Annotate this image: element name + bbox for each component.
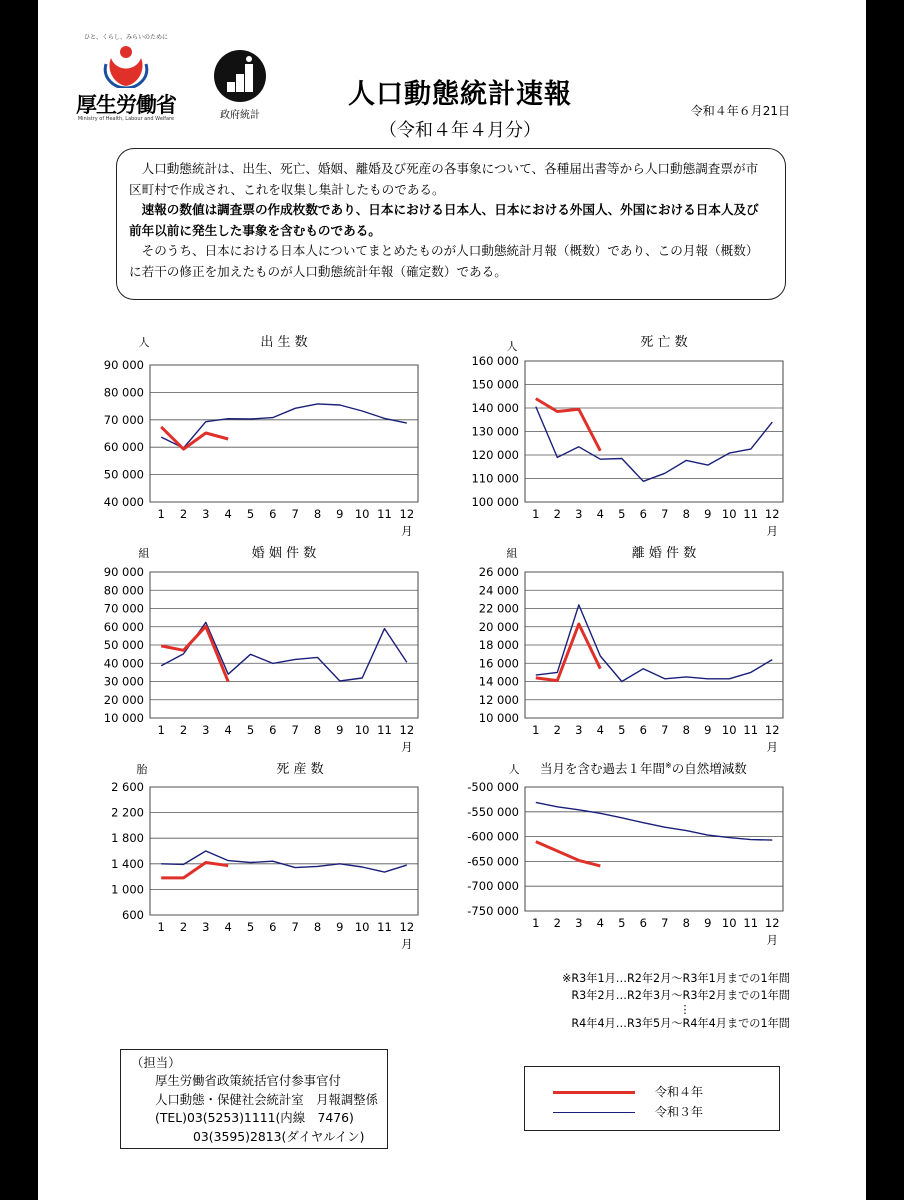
mhlw-tagline: ひと、くらし、みらいのために (83, 34, 168, 41)
natural_change-xtick-label: 2 (553, 916, 561, 930)
deaths-ytick-label: 120 000 (471, 448, 519, 462)
footnote-line-1: ※R3年1月…R2年2月～R3年1月までの1年間 (562, 972, 790, 985)
stillbirths-title: 死 産 数 (276, 762, 324, 777)
natural_change-xtick-label: 12 (764, 916, 780, 930)
marriages-title: 婚 姻 件 数 (251, 546, 317, 561)
marriages-y-unit: 組 (138, 547, 150, 560)
marriages-xtick-label: 12 (399, 723, 415, 737)
marriages-xtick-label: 2 (179, 723, 188, 737)
footnote (500, 970, 790, 1032)
stillbirths-plot-area (150, 787, 418, 915)
births-title: 出 生 数 (260, 335, 308, 350)
divorces-ytick-label: 12 000 (478, 692, 519, 707)
mhlw-name: 厚生労働省 (76, 93, 176, 117)
legend-swatch-r3 (553, 1112, 635, 1113)
deaths-xtick-label: 2 (553, 507, 561, 521)
natural_change-xtick-label: 11 (743, 916, 759, 930)
page-subtitle: （令和４年４月分） (379, 120, 541, 141)
contact-heading: （担当） (131, 1055, 181, 1070)
divorces-xtick-label: 4 (596, 723, 604, 737)
stillbirths-ytick-label: 1 800 (111, 831, 144, 846)
births-ytick-label: 60 000 (103, 440, 144, 455)
contact-box (120, 1049, 388, 1149)
births-xtick-label: 3 (202, 507, 210, 521)
deaths-xtick-label: 9 (704, 507, 712, 521)
deaths-xtick-label: 3 (575, 507, 583, 521)
marriages-ytick-label: 80 000 (103, 583, 144, 598)
divorces-ytick-label: 24 000 (478, 583, 519, 598)
marriages-xtick-label: 8 (313, 723, 322, 737)
divorces-ytick-label: 14 000 (478, 674, 519, 689)
divorces-xtick-label: 8 (682, 723, 690, 737)
divorces-ytick-label: 20 000 (478, 619, 519, 634)
statistics-logo-label: 政府統計 (220, 110, 260, 121)
deaths-title: 死 亡 数 (640, 335, 688, 350)
births-xtick-label: 10 (354, 507, 370, 521)
mhlw-english-name: Ministry of Health, Labour and Welfare (77, 116, 175, 122)
stillbirths-xtick-label: 7 (291, 920, 299, 934)
divorces-xtick-label: 5 (618, 723, 626, 737)
notice-paragraph-2: 速報の数値は調査票の作成枚数であり、日本における日本人、日本における外国人、外国における日本人及び前年以前に発生した事象を含むものである。 (129, 202, 759, 238)
deaths-ytick-label: 130 000 (471, 424, 519, 439)
contact-line-4: 03(3595)2813(ダイヤルイン) (193, 1128, 365, 1144)
natural_change-xtick-label: 10 (721, 916, 737, 930)
contact-line-2: 人口動態・保健社会統計室 月報調整係 (155, 1091, 379, 1107)
divorces-xtick-label: 9 (704, 723, 712, 737)
births-ytick-label: 70 000 (103, 412, 144, 427)
publication-date: 令和４年６月21日 (690, 104, 790, 118)
divorces-xtick-label: 1 (532, 723, 540, 737)
divorces-ytick-label: 10 000 (478, 711, 519, 725)
divorces-ytick-label: 16 000 (478, 656, 519, 671)
stillbirths-ytick-label: 2 200 (111, 805, 144, 820)
deaths-xtick-label: 6 (639, 507, 647, 521)
natural_change-title-mark: ※ (665, 761, 672, 770)
marriages-ytick-label: 90 000 (103, 565, 144, 579)
stillbirths-xtick-label: 9 (336, 920, 344, 934)
natural_change-xtick-label: 9 (704, 916, 712, 930)
marriages-xtick-label: 6 (269, 723, 277, 737)
births-ytick-label: 40 000 (103, 495, 144, 509)
legend-item-r4 (525, 1083, 781, 1103)
deaths-xtick-label: 12 (764, 507, 780, 521)
births-xtick-label: 12 (399, 507, 415, 521)
stillbirths-xtick-label: 4 (224, 920, 232, 934)
natural_change-ytick-label: -500 000 (467, 780, 519, 794)
natural_change-xtick-label: 1 (532, 916, 540, 930)
footnote-line-3: R4年4月…R3年5月～R4年4月までの1年間 (571, 1017, 790, 1030)
stillbirths-xtick-label: 10 (354, 920, 370, 934)
legend-box (524, 1066, 780, 1131)
natural_change-title: 当月を含む過去１年間※の自然増減数 (540, 761, 747, 776)
deaths-xtick-label: 7 (661, 507, 669, 521)
deaths-ytick-label: 110 000 (471, 471, 519, 486)
deaths-xtick-label: 5 (618, 507, 626, 521)
contact-line-3: (TEL)03(5253)1111(内線 7476) (155, 1110, 354, 1126)
deaths-xtick-label: 8 (682, 507, 690, 521)
notice-paragraph-1: 人口動態統計は、出生、死亡、婚姻、離婚及び死産の各事象について、各種届出書等から人口動態調査票が市区町村で作成され、これを収集し集計したものである。 (129, 161, 759, 197)
deaths-xtick-label: 10 (721, 507, 737, 521)
natural_change-ytick-label: -650 000 (467, 854, 519, 869)
stillbirths-xtick-label: 11 (377, 920, 392, 934)
births-y-unit: 人 (138, 336, 150, 349)
stillbirths-xtick-label: 12 (399, 920, 415, 934)
marriages-xtick-label: 9 (336, 723, 344, 737)
births-xtick-label: 6 (269, 507, 277, 521)
marriages-xtick-label: 11 (377, 723, 392, 737)
births-xtick-label: 1 (157, 507, 165, 521)
page-title: 人口動態統計速報 (348, 79, 572, 110)
natural_change-xtick-label: 4 (596, 916, 604, 930)
stillbirths-ytick-label: 2 600 (111, 780, 144, 794)
notice-paragraph-3: そのうち、日本における日本人についてまとめたものが人口動態統計月報（概数）であり、この月報（概数）に若干の修正を加えたものが人口動態統計年報（確定数）である。 (129, 243, 759, 279)
marriages-ytick-label: 20 000 (103, 692, 144, 707)
births-ytick-label: 90 000 (103, 358, 144, 372)
divorces-xtick-label: 11 (743, 723, 759, 737)
deaths-xtick-label: 4 (596, 507, 604, 521)
marriages-ytick-label: 40 000 (103, 656, 144, 671)
divorces-y-unit: 組 (506, 547, 518, 560)
footnote-dots: ⋮ (679, 1003, 691, 1016)
divorces-xtick-label: 7 (661, 723, 669, 737)
stillbirths-ytick-label: 1 400 (111, 856, 144, 871)
stillbirths-x-unit: 月 (401, 937, 413, 951)
births-xtick-label: 5 (246, 507, 255, 521)
marriages-x-unit: 月 (401, 740, 413, 754)
stillbirths-xtick-label: 6 (269, 920, 277, 934)
divorces-ytick-label: 22 000 (478, 601, 519, 616)
deaths-xtick-label: 11 (743, 507, 759, 521)
divorces-xtick-label: 3 (575, 723, 583, 737)
stillbirths-y-unit: 胎 (136, 763, 148, 776)
legend-swatch-r4 (553, 1091, 635, 1094)
legend-item-r3 (525, 1103, 781, 1123)
divorces-title: 離 婚 件 数 (631, 546, 697, 561)
divorces-xtick-label: 6 (639, 723, 647, 737)
natural_change-xtick-label: 5 (618, 916, 626, 930)
marriages-xtick-label: 5 (246, 723, 255, 737)
deaths-ytick-label: 160 000 (471, 354, 519, 368)
divorces-xtick-label: 12 (764, 723, 780, 737)
natural_change-xtick-label: 3 (575, 916, 583, 930)
natural_change-ytick-label: -550 000 (467, 804, 519, 819)
natural_change-x-unit: 月 (766, 933, 778, 947)
natural_change-plot-area (525, 787, 783, 911)
births-xtick-label: 4 (224, 507, 232, 521)
births-ytick-label: 50 000 (103, 467, 144, 482)
births-xtick-label: 9 (336, 507, 344, 521)
births-xtick-label: 8 (313, 507, 322, 521)
divorces-x-unit: 月 (766, 740, 778, 754)
divorces-ytick-label: 26 000 (478, 565, 519, 579)
divorces-xtick-label: 2 (553, 723, 561, 737)
legend-label-r4: 令和４年 (655, 1085, 704, 1099)
contact-line-1: 厚生労働省政策統括官付参事官付 (155, 1073, 341, 1089)
marriages-xtick-label: 3 (202, 723, 210, 737)
stillbirths-ytick-label: 600 (122, 908, 144, 922)
deaths-y-unit: 人 (506, 340, 518, 353)
births-xtick-label: 7 (291, 507, 299, 521)
natural_change-xtick-label: 7 (661, 916, 669, 930)
deaths-ytick-label: 150 000 (471, 377, 519, 392)
stillbirths-xtick-label: 1 (157, 920, 165, 934)
stillbirths-xtick-label: 3 (202, 920, 210, 934)
deaths-ytick-label: 140 000 (471, 401, 519, 415)
legend-label-r3: 令和３年 (655, 1105, 704, 1119)
stillbirths-xtick-label: 2 (179, 920, 188, 934)
births-plot-area (150, 365, 418, 502)
births-xtick-label: 2 (179, 507, 188, 521)
natural_change-ytick-label: -700 000 (467, 879, 519, 894)
marriages-xtick-label: 4 (224, 723, 232, 737)
natural_change-xtick-label: 8 (682, 916, 690, 930)
stillbirths-xtick-label: 5 (246, 920, 255, 934)
divorces-ytick-label: 18 000 (478, 638, 519, 652)
marriages-ytick-label: 70 000 (103, 601, 144, 616)
marriages-ytick-label: 50 000 (103, 638, 144, 652)
stillbirths-ytick-label: 1 000 (111, 882, 144, 897)
stillbirths-xtick-label: 8 (313, 920, 322, 934)
marriages-ytick-label: 10 000 (103, 711, 144, 725)
natural_change-xtick-label: 6 (639, 916, 647, 930)
marriages-ytick-label: 30 000 (103, 674, 144, 689)
deaths-x-unit: 月 (766, 524, 778, 538)
natural_change-y-unit: 人 (508, 763, 520, 776)
marriages-xtick-label: 7 (291, 723, 299, 737)
divorces-xtick-label: 10 (721, 723, 737, 737)
footnote-line-2: R3年2月…R2年3月～R3年2月までの1年間 (571, 989, 790, 1002)
marriages-ytick-label: 60 000 (103, 619, 144, 634)
marriages-xtick-label: 1 (157, 723, 165, 737)
natural_change-title-suffix: の自然増減数 (671, 761, 747, 776)
births-x-unit: 月 (401, 524, 413, 538)
natural_change-ytick-label: -750 000 (467, 904, 519, 918)
natural_change-ytick-label: -600 000 (467, 829, 519, 844)
deaths-xtick-label: 1 (532, 507, 540, 521)
deaths-ytick-label: 100 000 (471, 495, 519, 509)
births-ytick-label: 80 000 (103, 385, 144, 400)
births-xtick-label: 11 (377, 507, 392, 521)
marriages-xtick-label: 10 (354, 723, 370, 737)
